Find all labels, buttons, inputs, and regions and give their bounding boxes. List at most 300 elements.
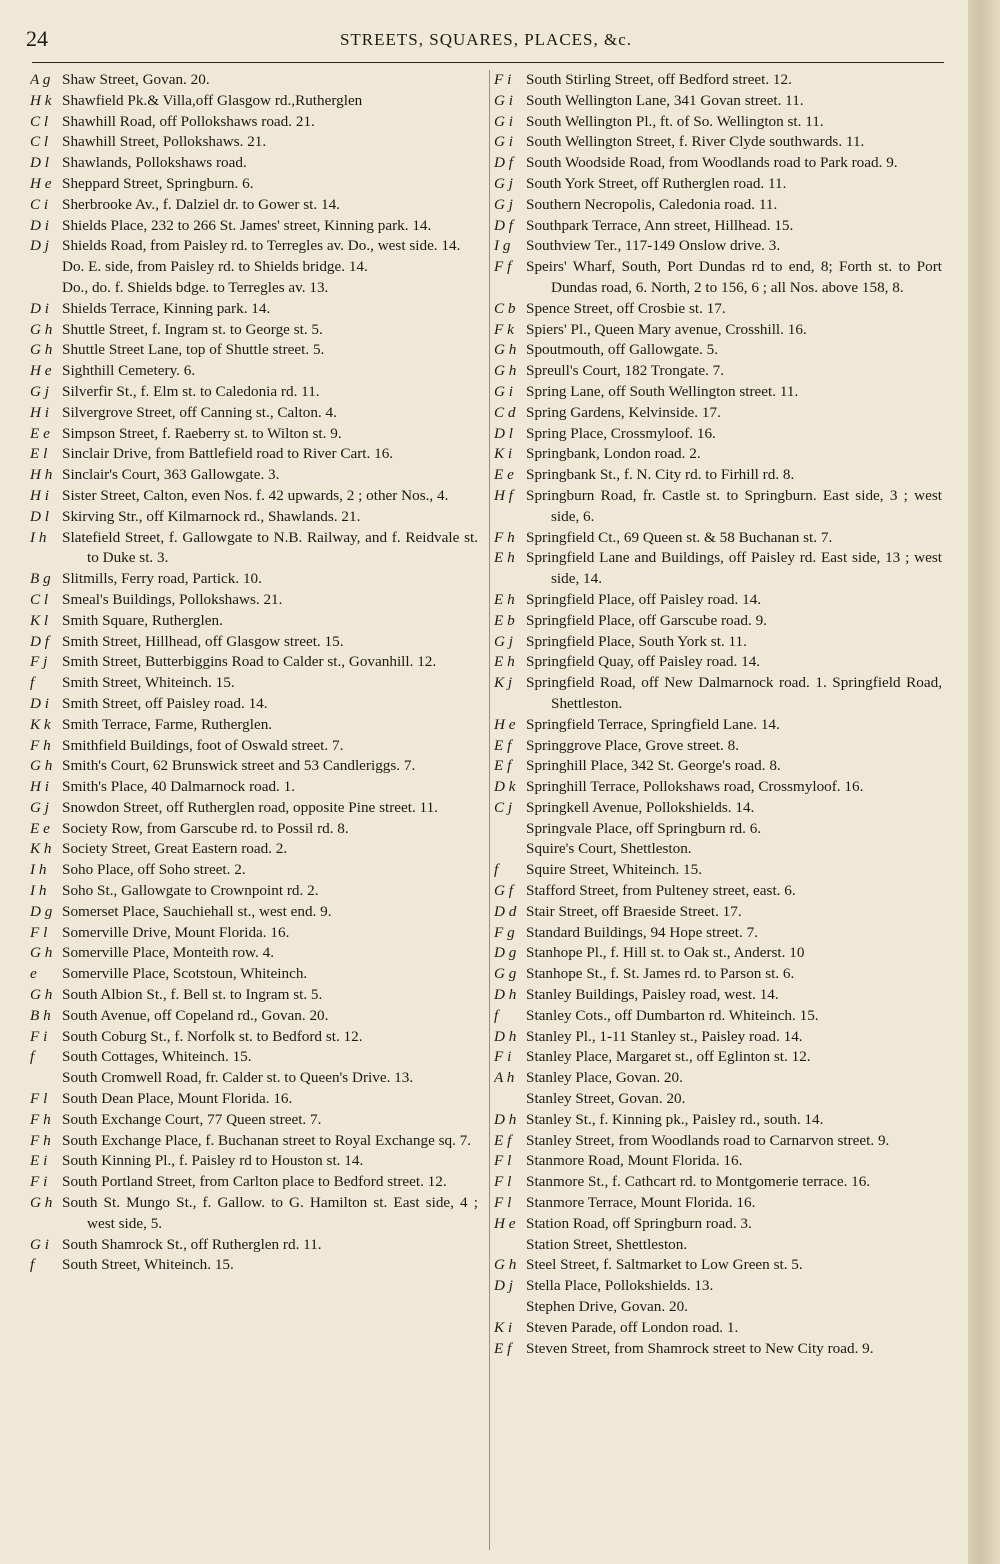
street-description: Springgrove Place, Grove street. 8. [526,736,739,754]
directory-entry [494,112,942,133]
map-grid-reference: D h [494,1110,517,1128]
map-grid-reference: E h [494,653,515,671]
directory-entry [30,361,478,382]
left-column [30,70,478,1276]
directory-entry [30,278,478,299]
street-description: Smeal's Buildings, Pollokshaws. 21. [62,590,283,608]
directory-entry [30,528,478,570]
street-description: Shaw Street, Govan. 20. [62,71,210,88]
directory-entry [494,985,942,1006]
header-rule [32,62,944,63]
directory-entry [30,1172,478,1193]
directory-entry [494,923,942,944]
map-grid-reference: G j [30,382,49,400]
directory-entry [494,132,942,153]
street-description: Stanley Cots., off Dumbarton rd. Whiteinch. 15. [526,1006,819,1024]
directory-entry [30,819,478,840]
directory-entry [30,1047,478,1068]
map-grid-reference: E b [494,611,515,629]
directory-entry [30,1110,478,1131]
directory-entry [494,1214,942,1235]
directory-entry [494,1006,942,1027]
directory-entry [494,943,942,964]
page-number: 24 [26,26,48,51]
map-grid-reference: G i [494,133,513,151]
directory-entry [494,1339,942,1360]
street-description: Spring Gardens, Kelvinside. 17. [526,403,721,421]
map-grid-reference: G j [30,798,49,816]
map-grid-reference: F l [494,1194,512,1212]
map-grid-reference: I h [30,861,47,879]
directory-entry [30,340,478,361]
street-description: Stair Street, off Braeside Street. 17. [526,902,742,920]
directory-entry [30,465,478,486]
street-description: Stanley Pl., 1-11 Stanley st., Paisley road. 14. [526,1027,803,1045]
directory-entry [30,590,478,611]
street-description: Stanley Buildings, Paisley road, west. 14. [526,986,779,1004]
map-grid-reference: F h [30,736,51,754]
directory-entry [494,299,942,320]
map-grid-reference: K l [30,611,49,629]
directory-entry [30,943,478,964]
directory-entry [494,216,942,237]
page-header [26,26,946,58]
map-grid-reference: E i [30,1152,48,1170]
street-description: South York Street, off Rutherglen road. 11. [526,174,787,192]
street-description: Spiers' Pl., Queen Mary avenue, Crosshill. 16. [526,320,807,338]
street-description: South Shamrock St., off Rutherglen rd. 11. [62,1235,322,1253]
map-grid-reference: D i [30,216,49,234]
map-grid-reference: E h [494,590,515,608]
directory-entry [494,1151,942,1172]
directory-entry [30,1089,478,1110]
street-description: Silvergrove Street, off Canning st., Calton. 4. [62,403,337,421]
street-description: South Coburg St., f. Norfolk st. to Bedford st. 12. [62,1027,363,1045]
directory-entry [30,860,478,881]
map-grid-reference: f [30,1256,35,1274]
street-description: Steel Street, f. Saltmarket to Low Green st. 5. [526,1256,803,1274]
map-grid-reference: f [30,674,35,692]
street-description: Springhill Terrace, Pollokshaws road, Crossmyloof. 16. [526,778,864,796]
street-description: Sinclair Drive, from Battlefield road to River Cart. 16. [62,445,394,463]
directory-entry [30,70,478,91]
directory-entry [494,715,942,736]
street-description: Springkell Avenue, Pollokshields. 14. [526,798,755,816]
street-description: Simpson Street, f. Raeberry st. to Wilton st. 9. [62,424,342,442]
map-grid-reference: G j [494,174,513,192]
map-grid-reference: D h [494,986,517,1004]
map-grid-reference: I h [30,882,47,900]
directory-entry [494,1276,942,1297]
map-grid-reference: D j [30,237,49,255]
map-grid-reference: G h [30,341,53,359]
map-grid-reference: H e [30,174,52,192]
directory-entry [494,257,942,299]
street-description: South Wellington Lane, 341 Govan street. 11. [526,91,804,109]
street-description: Shields Place, 232 to 266 St. James' street, Kinning park. 14. [62,216,432,234]
directory-entry [30,257,478,278]
map-grid-reference: D j [494,1277,513,1295]
map-grid-reference: C d [494,403,516,421]
directory-entry [494,91,942,112]
map-grid-reference: f [494,861,499,879]
street-description: South Exchange Court, 77 Queen street. 7. [62,1110,322,1128]
directory-entry [494,632,942,653]
directory-entry [30,798,478,819]
map-grid-reference: C j [494,798,513,816]
directory-entry [494,1318,942,1339]
street-description: Springbank St., f. N. City rd. to Firhill rd. 8. [526,466,795,484]
directory-entry [30,424,478,445]
street-description: Smith's Court, 62 Brunswick street and 53 Candleriggs. 7. [62,757,416,775]
directory-entry [494,1193,942,1214]
map-grid-reference: C l [30,112,49,130]
directory-entry [30,216,478,237]
street-description: Springfield Lane and Buildings, off Paisley rd. East side, 13 ; west side, 14. [526,549,942,588]
directory-entry [494,1255,942,1276]
street-description: Stephen Drive, Govan. 20. [526,1298,688,1316]
street-description: Springhill Place, 342 St. George's road. 8. [526,757,781,775]
street-description: South Exchange Place, f. Buchanan street to Royal Exchange sq. 7. [62,1131,472,1149]
directory-entry [494,652,942,673]
directory-entry [494,465,942,486]
map-grid-reference: D h [494,1027,517,1045]
directory-entry [494,70,942,91]
directory-entry [30,320,478,341]
street-description: Skirving Str., off Kilmarnock rd., Shawlands. 21. [62,507,361,525]
map-grid-reference: E f [494,757,512,775]
street-description: Sister Street, Calton, even Nos. f. 42 upwards, 2 ; other Nos., 4. [62,486,449,504]
directory-entry [30,1006,478,1027]
map-grid-reference: B g [30,570,51,588]
directory-entry [30,839,478,860]
directory-entry [494,881,942,902]
directory-entry [494,673,942,715]
map-grid-reference: D i [30,299,49,317]
directory-entry [494,1089,942,1110]
street-description: Steven Parade, off London road. 1. [526,1318,739,1336]
directory-entry [494,736,942,757]
map-grid-reference: G g [494,965,517,983]
map-grid-reference: C b [494,299,516,317]
street-description: Soho St., Gallowgate to Crownpoint rd. 2. [62,882,319,900]
map-grid-reference: H h [30,466,53,484]
street-description: Spring Lane, off South Wellington street. 11. [526,382,799,400]
street-description: Smith Square, Rutherglen. [62,611,223,629]
directory-entry [30,236,478,257]
directory-entry [494,403,942,424]
directory-entry [30,1151,478,1172]
map-grid-reference: G h [30,320,53,338]
map-grid-reference: F i [30,1027,48,1045]
street-description: South Cottages, Whiteinch. 15. [62,1048,252,1066]
map-grid-reference: C i [30,195,49,213]
street-description: South Cromwell Road, fr. Calder st. to Queen's Drive. 13. [62,1069,414,1087]
directory-entry [494,1131,942,1152]
map-grid-reference: G j [494,632,513,650]
map-grid-reference: H i [30,403,49,421]
map-grid-reference: H f [494,486,513,504]
directory-entry [494,1027,942,1048]
directory-entry [494,777,942,798]
map-grid-reference: G i [494,112,513,130]
directory-entry [494,1172,942,1193]
directory-entry [494,528,942,549]
directory-entry [30,1235,478,1256]
map-grid-reference: D g [494,944,517,962]
map-grid-reference: E l [30,445,48,463]
directory-entry [30,444,478,465]
street-description: South Woodside Road, from Woodlands road to Park road. 9. [526,154,898,172]
street-description: Shawhill Street, Pollokshaws. 21. [62,133,267,151]
directory-entry [30,611,478,632]
map-grid-reference: G h [30,757,53,775]
map-grid-reference: F h [30,1110,51,1128]
directory-entry [494,548,942,590]
street-description: Squire's Court, Shettleston. [526,840,692,858]
directory-entry [494,174,942,195]
street-description: South Wellington Street, f. River Clyde southwards. 11. [526,133,865,151]
map-grid-reference: E h [494,549,515,567]
street-description: South Stirling Street, off Bedford street. 12. [526,71,792,88]
street-description: South Wellington Pl., ft. of So. Wellington st. 11. [526,112,824,130]
map-grid-reference: I g [494,237,511,255]
map-grid-reference: F g [494,923,515,941]
directory-entry [494,424,942,445]
street-description: Station Road, off Springburn road. 3. [526,1214,752,1232]
map-grid-reference: F j [30,653,48,671]
street-description: Stanley Place, Margaret st., off Eglinton st. 12. [526,1048,811,1066]
street-description: Silverfir St., f. Elm st. to Caledonia rd. 11. [62,382,320,400]
street-description: Slatefield Street, f. Gallowgate to N.B. Railway, and f. Reidvale st. to Duke st. 3. [62,528,478,567]
street-description: Smith Street, Hillhead, off Glasgow street. 15. [62,632,344,650]
street-description: Stanmore Terrace, Mount Florida. 16. [526,1194,756,1212]
street-description: Smith Street, off Paisley road. 14. [62,694,268,712]
directory-entry [494,860,942,881]
map-grid-reference: D g [30,902,53,920]
map-grid-reference: f [30,1048,35,1066]
directory-entry [494,1235,942,1256]
street-description: Squire Street, Whiteinch. 15. [526,861,703,879]
map-grid-reference: G i [494,382,513,400]
map-grid-reference: G f [494,882,513,900]
directory-entry [494,590,942,611]
map-grid-reference: G h [30,944,53,962]
directory-entry [494,320,942,341]
directory-entry [30,715,478,736]
directory-entry [30,777,478,798]
directory-entry [30,756,478,777]
street-description: Springbank, London road. 2. [526,445,701,463]
directory-entry [30,632,478,653]
street-description: Shawlands, Pollokshaws road. [62,154,247,172]
street-description: Spoutmouth, off Gallowgate. 5. [526,341,719,359]
directory-entry [494,1297,942,1318]
map-grid-reference: F f [494,258,512,276]
directory-entry [30,923,478,944]
street-description: Sheppard Street, Springburn. 6. [62,174,254,192]
street-description: South Avenue, off Copeland rd., Govan. 20. [62,1006,329,1024]
street-description: Springfield Road, off New Dalmarnock road. 1. Springfield Road, Shettleston. [526,674,942,712]
street-description: Springfield Terrace, Springfield Lane. 14. [526,715,780,733]
directory-entry [494,195,942,216]
map-grid-reference: F i [494,1048,512,1066]
map-grid-reference: E e [30,424,50,442]
map-grid-reference: F l [494,1152,512,1170]
map-grid-reference: K h [30,840,52,858]
street-description: South Albion St., f. Bell st. to Ingram st. 5. [62,986,323,1004]
map-grid-reference: G h [494,1256,517,1274]
map-grid-reference: G i [30,1235,49,1253]
running-title: STREETS, SQUARES, PLACES, &c. [339,30,633,49]
map-grid-reference: K i [494,445,513,463]
directory-entry [494,1047,942,1068]
street-description: Springfield Place, South York st. 11. [526,632,747,650]
map-grid-reference: F k [494,320,514,338]
street-description: Shawfield Pk.& Villa,off Glasgow rd.,Rutherglen [62,91,363,109]
street-description: Shawhill Road, off Pollokshaws road. 21. [62,112,315,130]
directory-entry [30,174,478,195]
directory-entry [30,382,478,403]
directory-entry [494,902,942,923]
map-grid-reference: K k [30,715,51,733]
map-grid-reference: D i [30,694,49,712]
street-description: Spreull's Court, 182 Trongate. 7. [526,362,725,380]
map-grid-reference: F i [30,1173,48,1191]
street-description: Stanmore St., f. Cathcart rd. to Montgomerie terrace. 16. [526,1173,871,1191]
street-description: Stanhope St., f. St. James rd. to Parson st. 6. [526,965,795,983]
map-grid-reference: G i [494,91,513,109]
directory-entry [494,839,942,860]
right-column [494,70,942,1359]
street-description: Shields Road, from Paisley rd. to Terregles av. Do., west side. 14. [62,237,461,255]
map-grid-reference: H i [30,778,49,796]
directory-entry [30,1255,478,1276]
street-description: Sinclair's Court, 363 Gallowgate. 3. [62,466,280,484]
street-description: Somerville Place, Monteith row. 4. [62,944,275,962]
map-grid-reference: D d [494,902,517,920]
map-grid-reference: F i [494,71,512,88]
map-grid-reference: F h [494,528,515,546]
directory-entry [494,798,942,819]
directory-entry [30,486,478,507]
directory-entry [494,611,942,632]
map-grid-reference: D k [494,778,516,796]
street-description: South Street, Whiteinch. 15. [62,1256,234,1274]
street-description: Somerville Drive, Mount Florida. 16. [62,923,290,941]
street-description: Stanhope Pl., f. Hill st. to Oak st., Anderst. 10 [526,944,805,962]
street-description: Sighthill Cemetery. 6. [62,362,196,380]
map-grid-reference: H k [30,91,52,109]
street-description: Soho Place, off Soho street. 2. [62,861,246,879]
directory-entry [494,756,942,777]
street-description: Smithfield Buildings, foot of Oswald street. 7. [62,736,344,754]
map-grid-reference: G h [30,986,53,1004]
directory-entry [30,964,478,985]
street-description: Stanley Street, Govan. 20. [526,1090,686,1108]
street-description: Southpark Terrace, Ann street, Hillhead. 15. [526,216,794,234]
street-description: South Portland Street, from Carlton place to Bedford street. 12. [62,1173,447,1191]
street-description: Smith Terrace, Farme, Rutherglen. [62,715,273,733]
street-description: Stanley St., f. Kinning pk., Paisley rd., south. 14. [526,1110,824,1128]
street-description: Sherbrooke Av., f. Dalziel dr. to Gower st. 14. [62,195,340,213]
street-description: South Kinning Pl., f. Paisley rd to Houston st. 14. [62,1152,364,1170]
street-description: Society Row, from Garscube rd. to Possil rd. 8. [62,819,349,837]
map-grid-reference: F l [30,923,48,941]
map-grid-reference: B h [30,1006,51,1024]
street-description: Springfield Place, off Paisley road. 14. [526,590,762,608]
street-description: Snowdon Street, off Rutherglen road, opposite Pine street. 11. [62,798,438,816]
street-description: Do., do. f. Shields bdge. to Terregles av. 13. [62,278,329,296]
map-grid-reference: D l [30,154,49,172]
directory-entry [494,486,942,528]
street-description: Shields Terrace, Kinning park. 14. [62,299,271,317]
street-description: Stafford Street, from Pulteney street, east. 6. [526,882,796,900]
street-description: Springvale Place, off Springburn rd. 6. [526,819,762,837]
directory-entry [30,1193,478,1235]
map-grid-reference: E e [30,819,50,837]
directory-entry [30,1131,478,1152]
street-description: Stella Place, Pollokshields. 13. [526,1277,714,1295]
street-description: Springfield Ct., 69 Queen st. & 58 Buchanan st. 7. [526,528,833,546]
map-grid-reference: G j [494,195,513,213]
directory-entry [30,694,478,715]
map-grid-reference: E e [494,466,514,484]
map-grid-reference: D f [494,216,513,234]
map-grid-reference: H e [494,1214,516,1232]
street-description: Slitmills, Ferry road, Partick. 10. [62,570,262,588]
street-description: Society Street, Great Eastern road. 2. [62,840,288,858]
map-grid-reference: C l [30,133,49,151]
street-description: Southview Ter., 117-149 Onslow drive. 3. [526,237,781,255]
street-description: Stanmore Road, Mount Florida. 16. [526,1152,743,1170]
map-grid-reference: A h [494,1069,515,1087]
directory-entry [30,507,478,528]
map-grid-reference: E f [494,736,512,754]
map-grid-reference: K j [494,674,513,692]
street-description: South St. Mungo St., f. Gallow. to G. Hamilton st. East side, 4 ; west side, 5. [62,1194,478,1232]
directory-entry [30,1027,478,1048]
map-grid-reference: F l [494,1173,512,1191]
directory-entry [494,340,942,361]
street-description: Spence Street, off Crosbie st. 17. [526,299,726,317]
directory-entry [30,1068,478,1089]
street-description: Springfield Quay, off Paisley road. 14. [526,653,761,671]
directory-entry [30,881,478,902]
directory-entry [494,444,942,465]
directory-entry [30,132,478,153]
street-description: Stanley Street, from Woodlands road to Carnarvon street. 9. [526,1131,890,1149]
street-description: Smith Street, Whiteinch. 15. [62,674,235,692]
map-grid-reference: G h [30,1194,53,1212]
map-grid-reference: e [30,965,37,983]
directory-entry [30,91,478,112]
street-description: Smith's Place, 40 Dalmarnock road. 1. [62,778,296,796]
directory-entry [494,361,942,382]
directory-entry [30,673,478,694]
directory-entry [494,382,942,403]
street-description: South Dean Place, Mount Florida. 16. [62,1090,293,1108]
street-description: Spring Place, Crossmyloof. 16. [526,424,716,442]
map-grid-reference: H i [30,486,49,504]
map-grid-reference: f [494,1006,499,1024]
directory-entry [494,1110,942,1131]
street-description: Speirs' Wharf, South, Port Dundas rd to end, 8; Forth st. to Port Dundas road, 6. North, 2 to 156, 6 ; all Nos. above 158, 8. [526,258,942,296]
directory-entry [494,153,942,174]
directory-entry [30,569,478,590]
street-description: Stanley Place, Govan. 20. [526,1069,683,1087]
street-description: Smith Street, Butterbiggins Road to Calder st., Govanhill. 12. [62,653,437,671]
